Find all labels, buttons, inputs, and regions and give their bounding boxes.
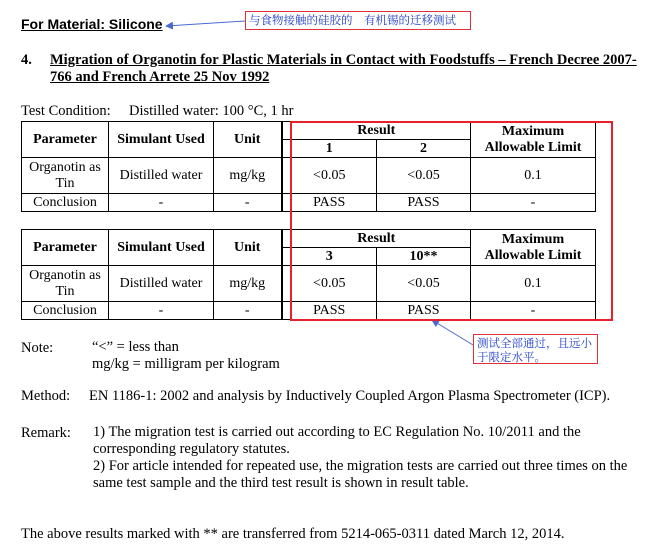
th-result: Result (282, 230, 471, 248)
results-table-2 (21, 229, 596, 320)
note-line-2: mg/kg = milligram per kilogram (92, 356, 280, 372)
annotation-note-right: 测试全部通过，且远小于限定水平。 (473, 334, 598, 364)
cell-simulant: - (109, 194, 214, 212)
th-unit: Unit (214, 122, 282, 158)
method (21, 388, 610, 405)
th-result-col-a: 1 (282, 140, 377, 158)
annotation-arrow-top (166, 21, 245, 26)
th-result: Result (282, 122, 471, 140)
remark-item-1: 1) The migration test is carried out according to EC Regulation No. 10/2011 and the corresponding regulatory statutes. (93, 424, 581, 457)
th-result-col-b: 2 (377, 140, 471, 158)
th-result-col-a: 3 (282, 248, 377, 266)
annotation-note-top: 与食物接触的硅胶的 有机锡的迁移测试 (245, 11, 471, 30)
cell-result-a: PASS (282, 194, 377, 212)
cell-limit: - (471, 194, 596, 212)
cell-result-a: <0.05 (282, 266, 377, 302)
cell-simulant: Distilled water (109, 266, 214, 302)
method-label: Method: (21, 388, 71, 404)
test-condition-label: Test Condition: (21, 103, 111, 119)
th-unit: Unit (214, 230, 282, 266)
cell-parameter: Organotin as Tin (22, 158, 109, 194)
method-text: EN 1186-1: 2002 and analysis by Inductively Coupled Argon Plasma Spectrometer (ICP). (89, 388, 611, 404)
cell-parameter: Organotin as Tin (22, 266, 109, 302)
cell-result-a: PASS (282, 302, 377, 320)
remark-item-2: 2) For article intended for repeated use, the migration tests are carried out three times on the same test sample and the third test result is shown in result table. (93, 458, 628, 491)
th-max-limit: Maximum Allowable Limit (471, 122, 596, 158)
cell-result-b: PASS (377, 302, 471, 320)
table-row (22, 194, 596, 212)
section-number: 4. (21, 52, 32, 68)
remark-label: Remark: (21, 425, 71, 441)
footer-note: The above results marked with ** are transferred from 5214-065-0311 dated March 12, 2014. (21, 526, 565, 542)
cell-simulant: Distilled water (109, 158, 214, 194)
note-label: Note: (21, 340, 54, 356)
table-row (22, 266, 596, 302)
cell-limit: 0.1 (471, 158, 596, 194)
th-parameter: Parameter (22, 122, 109, 158)
table-row (22, 302, 596, 320)
th-simulant: Simulant Used (109, 122, 214, 158)
remark-body (93, 424, 633, 492)
cell-parameter: Conclusion (22, 194, 109, 212)
cell-limit: - (471, 302, 596, 320)
cell-unit: mg/kg (214, 266, 282, 302)
cell-result-a: <0.05 (282, 158, 377, 194)
section-title: Migration of Organotin for Plastic Materials in Contact with Foodstuffs – French Decree 2007-766 and French Arrete 25 Nov 1992 (50, 52, 637, 85)
results-table-1 (21, 121, 596, 212)
cell-simulant: - (109, 302, 214, 320)
cell-result-b: PASS (377, 194, 471, 212)
cell-unit: - (214, 302, 282, 320)
note-line-1: “<” = less than (92, 339, 179, 355)
th-simulant: Simulant Used (109, 230, 214, 266)
cell-unit: mg/kg (214, 158, 282, 194)
cell-result-b: <0.05 (377, 158, 471, 194)
test-condition (21, 103, 293, 120)
th-max-limit: Maximum Allowable Limit (471, 230, 596, 266)
th-result-col-b: 10** (377, 248, 471, 266)
test-condition-value: Distilled water: 100 °C, 1 hr (129, 103, 294, 119)
cell-parameter: Conclusion (22, 302, 109, 320)
annotation-arrow-right (432, 320, 473, 345)
cell-unit: - (214, 194, 282, 212)
cell-result-b: <0.05 (377, 266, 471, 302)
table-row (22, 158, 596, 194)
material-title: For Material: Silicone (21, 16, 163, 32)
cell-limit: 0.1 (471, 266, 596, 302)
th-parameter: Parameter (22, 230, 109, 266)
